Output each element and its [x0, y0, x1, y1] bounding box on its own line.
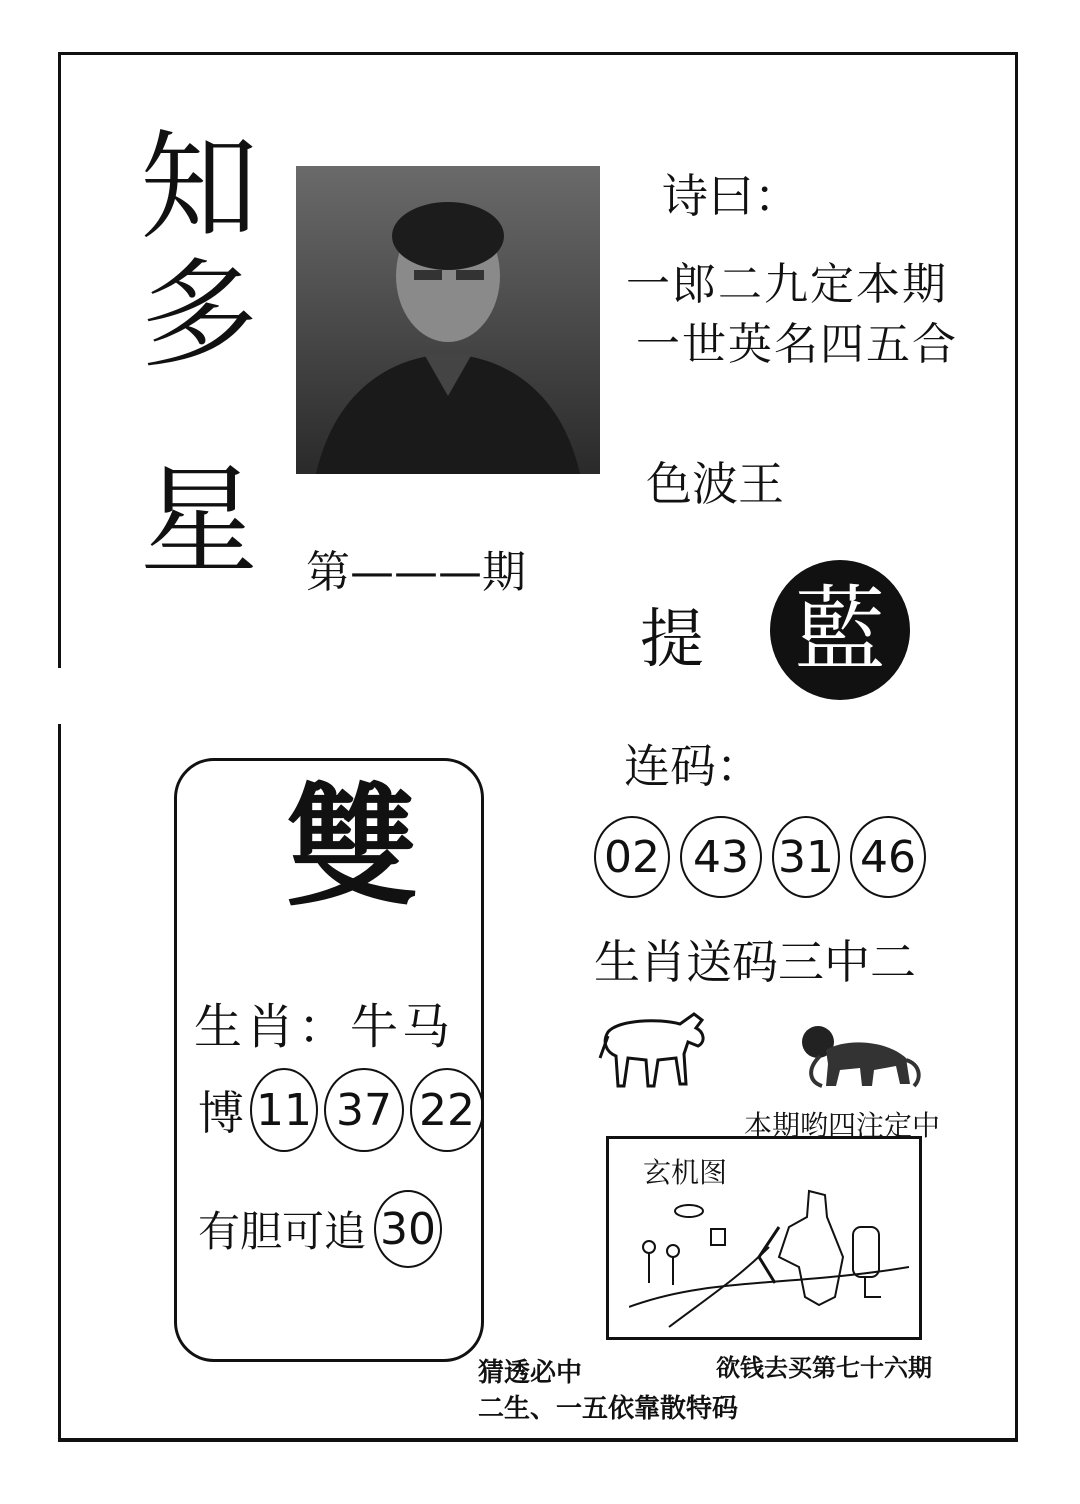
- this-issue-note: 本期哟四注定中: [744, 1109, 941, 1142]
- issue-label: 第———期: [306, 547, 526, 598]
- title-char-1: 知: [140, 118, 259, 256]
- lianma-number: 43: [680, 816, 762, 898]
- lianma-number: 02: [594, 816, 670, 898]
- title-char-2: 多: [140, 246, 259, 384]
- footer-buy-note: 欲钱去买第七十六期: [716, 1354, 932, 1382]
- lianma-numbers: [594, 816, 926, 898]
- portrait-photo: [296, 166, 600, 474]
- hint-color-badge: 藍: [770, 560, 910, 700]
- monkey-illustration: [796, 1020, 924, 1096]
- color-king: 色波王: [646, 457, 784, 511]
- ox-icon: [598, 1002, 710, 1090]
- title-char-3: 星: [140, 452, 259, 590]
- poem-line-2: 一世英名四五合: [636, 319, 958, 370]
- footer-line-2: 二生、一五依靠散特码: [478, 1394, 739, 1424]
- lianma-number: 31: [772, 816, 840, 898]
- hint-label: 提: [640, 603, 704, 677]
- zodiac-gift: 生肖送码三中二: [594, 935, 916, 989]
- portrait-icon: [296, 166, 600, 474]
- frame-gap: [50, 668, 70, 724]
- shuang-char: 雙: [286, 770, 418, 925]
- footer-guess: 猜透必中: [478, 1358, 583, 1388]
- monkey-icon: [796, 1020, 924, 1092]
- xuanji-picture: [606, 1136, 922, 1340]
- bo-label: 博: [198, 1086, 244, 1140]
- zodiac-line: 生肖：牛马: [194, 999, 455, 1055]
- lianma-number: 46: [850, 816, 926, 898]
- xuanji-scene-icon: [629, 1187, 909, 1335]
- poem-line-1: 一郎二九定本期: [626, 259, 948, 310]
- poem-heading: 诗曰：: [662, 169, 800, 223]
- bo-number: 11: [250, 1068, 318, 1152]
- bo-number: 22: [410, 1068, 484, 1152]
- xuanji-title: 玄机图: [643, 1156, 728, 1189]
- ox-illustration: [598, 1002, 710, 1094]
- lianma-label: 连码：: [624, 739, 762, 793]
- chase-number: 30: [374, 1190, 442, 1268]
- chase-row: [198, 1190, 442, 1268]
- bo-row: [198, 1068, 484, 1152]
- chase-label: 有胆可追: [198, 1207, 367, 1256]
- bo-number: 37: [324, 1068, 404, 1152]
